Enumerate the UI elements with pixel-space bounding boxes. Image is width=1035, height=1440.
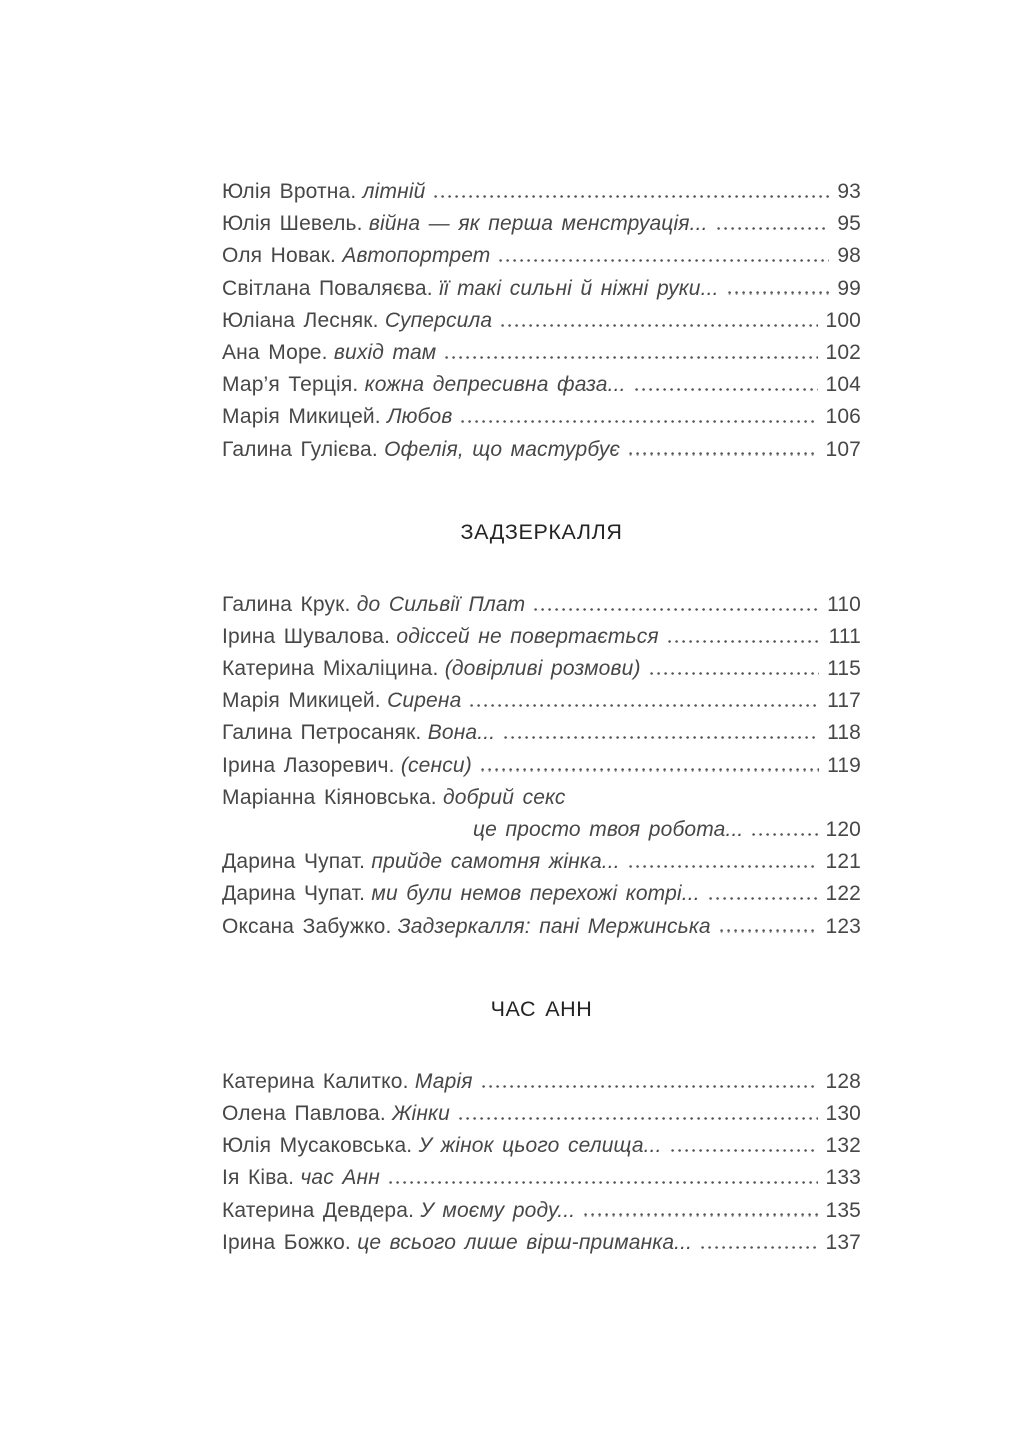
toc bbox=[222, 176, 861, 1259]
dot-leader bbox=[389, 1181, 818, 1184]
entry-text bbox=[222, 1098, 450, 1130]
toc-entry bbox=[222, 1098, 861, 1130]
toc-section bbox=[222, 176, 861, 466]
entry-title: час Анн bbox=[300, 1166, 380, 1190]
entry-text bbox=[222, 1162, 380, 1194]
entry-author: Ірина Шувалова. bbox=[222, 624, 391, 648]
entry-author: Юлія Мусаковська. bbox=[222, 1134, 413, 1158]
dot-leader bbox=[671, 1149, 818, 1152]
dot-leader bbox=[635, 388, 818, 391]
entry-title: Офелія, що мастурбує bbox=[384, 437, 621, 461]
entry-page-number: 132 bbox=[825, 1134, 861, 1158]
dot-leader bbox=[629, 865, 818, 868]
entry-page-number: 123 bbox=[825, 914, 861, 938]
entry-author: Катерина Калитко. bbox=[222, 1069, 409, 1093]
section-heading: ЧАС АНН bbox=[490, 996, 593, 1021]
section-heading: ЗАДЗЕРКАЛЛЯ bbox=[460, 519, 623, 544]
toc-entry bbox=[222, 1162, 861, 1194]
toc-entry bbox=[222, 878, 861, 910]
entry-text bbox=[222, 1227, 692, 1259]
entry-title: одіссей не повертається bbox=[396, 624, 659, 648]
entry-text bbox=[222, 589, 525, 621]
entry-text bbox=[222, 685, 461, 717]
toc-entry bbox=[222, 911, 861, 943]
entry-page-number: 110 bbox=[827, 592, 861, 616]
entry-author: Ірина Лазоревич. bbox=[222, 753, 395, 777]
entry-page-number: 120 bbox=[825, 818, 861, 841]
toc-entry bbox=[222, 1066, 861, 1098]
toc-entry bbox=[222, 814, 861, 846]
entry-author: Ія Ківа. bbox=[222, 1166, 295, 1190]
toc-entry bbox=[222, 782, 861, 814]
entry-text bbox=[222, 434, 620, 466]
toc-entry bbox=[222, 621, 861, 653]
entry-author: Дарина Чупат. bbox=[222, 882, 366, 906]
entry-title: її такі сильні й ніжні руки... bbox=[439, 276, 719, 300]
entry-author: Дарина Чупат. bbox=[222, 850, 366, 874]
toc-entry bbox=[222, 685, 861, 717]
dot-leader bbox=[470, 704, 819, 707]
entry-text bbox=[222, 305, 492, 337]
entry-page-number: 137 bbox=[825, 1230, 861, 1254]
dot-leader bbox=[459, 1117, 818, 1120]
entry-author: Галина Петросаняк. bbox=[222, 721, 422, 745]
entry-author: Галина Гулієва. bbox=[222, 437, 378, 461]
entry-title: літній bbox=[362, 180, 426, 203]
dot-leader bbox=[534, 608, 819, 611]
entry-author: Ана Море. bbox=[222, 340, 328, 364]
entry-page-number: 122 bbox=[825, 882, 861, 906]
entry-page-number: 111 bbox=[828, 624, 861, 648]
dot-leader bbox=[584, 1213, 817, 1216]
entry-page-number: 106 bbox=[825, 405, 861, 429]
entry-text bbox=[222, 782, 566, 814]
entry-author: Катерина Девдера. bbox=[222, 1198, 415, 1222]
toc-entry bbox=[222, 1130, 861, 1162]
toc-entry bbox=[222, 653, 861, 685]
dot-leader bbox=[501, 324, 817, 327]
entry-title: це всього лише вірш-приманка... bbox=[357, 1230, 693, 1254]
entry-text bbox=[222, 369, 626, 401]
entry-text bbox=[222, 878, 700, 910]
entry-text bbox=[222, 1195, 575, 1227]
toc-entry bbox=[222, 337, 861, 369]
dot-leader bbox=[499, 259, 829, 262]
entry-text bbox=[222, 750, 472, 782]
entry-text bbox=[222, 911, 711, 943]
toc-entry bbox=[222, 1195, 861, 1227]
entry-author: Марія Микицей. bbox=[222, 405, 381, 429]
entry-title: Сирена bbox=[387, 689, 462, 713]
entry-title: війна — як перша менструація... bbox=[368, 212, 708, 236]
entry-text bbox=[473, 814, 743, 846]
dot-leader bbox=[482, 1085, 818, 1088]
entry-author: Світлана Поваляєва. bbox=[222, 276, 433, 300]
entry-author: Марія Микицей. bbox=[222, 689, 381, 713]
toc-entry bbox=[222, 589, 861, 621]
entry-text bbox=[222, 1066, 473, 1098]
entry-page-number: 119 bbox=[827, 753, 861, 777]
entry-title: до Сильвії Плат bbox=[356, 592, 526, 616]
toc-entry bbox=[222, 273, 861, 305]
entry-page-number: 95 bbox=[837, 212, 861, 236]
entry-text bbox=[222, 717, 495, 749]
entry-title: ми були немов перехожі котрі... bbox=[371, 882, 700, 906]
toc-section bbox=[222, 993, 861, 1259]
toc-entry bbox=[222, 1227, 861, 1259]
dot-leader bbox=[481, 768, 819, 771]
toc-entry bbox=[222, 750, 861, 782]
dot-leader bbox=[720, 929, 818, 932]
dot-leader bbox=[728, 291, 830, 294]
entry-title: У моєму роду... bbox=[420, 1198, 576, 1222]
entry-author: Галина Крук. bbox=[222, 592, 351, 616]
entry-text bbox=[222, 176, 425, 208]
toc-entry bbox=[222, 208, 861, 240]
dot-leader bbox=[701, 1246, 817, 1249]
toc-entry bbox=[222, 240, 861, 272]
entry-author: Ірина Божко. bbox=[222, 1230, 351, 1254]
entry-text bbox=[222, 1130, 662, 1162]
dot-leader bbox=[461, 420, 817, 423]
entry-title: Задзеркалля: пані Мержинська bbox=[397, 914, 711, 938]
entry-page-number: 130 bbox=[825, 1101, 861, 1125]
toc-entry bbox=[222, 434, 861, 466]
entry-page-number: 107 bbox=[825, 437, 861, 461]
entry-text bbox=[222, 273, 719, 305]
entry-page-number: 102 bbox=[825, 340, 861, 364]
entry-author: Олена Павлова. bbox=[222, 1101, 386, 1125]
entry-title: Любов bbox=[387, 405, 453, 429]
dot-leader bbox=[717, 227, 830, 230]
dot-leader bbox=[650, 672, 819, 675]
entry-text bbox=[222, 621, 659, 653]
entry-page-number: 135 bbox=[825, 1198, 861, 1222]
entry-title: прийде самотня жінка... bbox=[371, 850, 620, 874]
entry-page-number: 104 bbox=[825, 373, 861, 397]
entry-page-number: 93 bbox=[837, 180, 861, 203]
entry-title: (сенси) bbox=[400, 753, 472, 777]
entry-author: Маріанна Кіяновська. bbox=[222, 785, 437, 809]
toc-entry bbox=[222, 305, 861, 337]
entry-author: Мар’я Терція. bbox=[222, 373, 359, 397]
entry-author: Юлія Вротна. bbox=[222, 180, 357, 203]
entry-text bbox=[222, 653, 641, 685]
entry-title: Вона... bbox=[427, 721, 496, 745]
entry-page-number: 98 bbox=[837, 244, 861, 268]
dot-leader bbox=[752, 833, 817, 836]
entry-author: Катерина Міхаліцина. bbox=[222, 657, 439, 681]
entry-title: У жінок цього селища... bbox=[418, 1134, 662, 1158]
dot-leader bbox=[709, 897, 818, 900]
entry-page-number: 115 bbox=[827, 657, 861, 681]
toc-entry bbox=[222, 369, 861, 401]
entry-title: це просто твоя робота... bbox=[473, 818, 744, 841]
entry-title: Жінки bbox=[392, 1101, 450, 1125]
entry-text bbox=[222, 208, 708, 240]
toc-entry bbox=[222, 717, 861, 749]
dot-leader bbox=[668, 640, 821, 643]
entry-title: вихід там bbox=[333, 340, 437, 364]
entry-title: Марія bbox=[414, 1069, 473, 1093]
entry-page-number: 99 bbox=[837, 276, 861, 300]
entry-page-number: 128 bbox=[825, 1069, 861, 1093]
entry-page-number: 118 bbox=[827, 721, 861, 745]
entry-author: Оксана Забужко. bbox=[222, 914, 392, 938]
entry-author: Оля Новак. bbox=[222, 244, 337, 268]
entry-title: добрий секс bbox=[443, 785, 566, 809]
toc-entry bbox=[222, 846, 861, 878]
entry-author: Юліана Лесняк. bbox=[222, 308, 379, 332]
dot-leader bbox=[504, 736, 819, 739]
entry-page-number: 133 bbox=[825, 1166, 861, 1190]
entry-text bbox=[222, 846, 620, 878]
toc-section bbox=[222, 516, 861, 943]
entry-page-number: 121 bbox=[825, 850, 861, 874]
dot-leader bbox=[434, 195, 829, 198]
dot-leader bbox=[445, 356, 817, 359]
entry-title: Суперсила bbox=[384, 308, 493, 332]
entry-title: кожна депресивна фаза... bbox=[364, 373, 626, 397]
entry-page-number: 117 bbox=[827, 689, 861, 713]
dot-leader bbox=[629, 452, 817, 455]
toc-entry bbox=[222, 176, 861, 208]
entry-author: Юлія Шевель. bbox=[222, 212, 363, 236]
entry-title: (довірливі розмови) bbox=[444, 657, 641, 681]
entry-text bbox=[222, 337, 436, 369]
toc-entry bbox=[222, 401, 861, 433]
entry-text bbox=[222, 401, 452, 433]
entry-page-number: 100 bbox=[825, 308, 861, 332]
entry-text bbox=[222, 240, 490, 272]
entry-title: Автопортрет bbox=[342, 244, 491, 268]
